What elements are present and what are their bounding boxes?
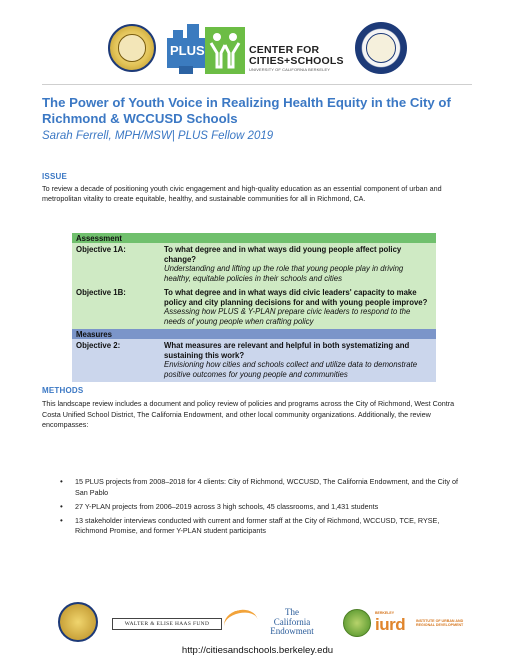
ce-line2: California — [273, 616, 311, 627]
objective-label: Objective 1B: — [76, 288, 126, 297]
list-item: • 27 Y-PLAN projects from 2006–2019 across 3 high schools, 45 classrooms, and 1,431 students — [60, 502, 460, 513]
globe-icon — [343, 609, 371, 637]
measure-row — [72, 339, 436, 382]
issue-text: To review a decade of positioning youth civic engagement and high-quality education as an essential component of urban and metropolitan vitality to create equitable, healthy, and sustainable communities for all in Richmond, CA. — [42, 184, 442, 204]
california-endowment-logo — [224, 604, 324, 648]
ce-line3: Endowment — [270, 626, 314, 636]
objective-question: To what degree and in what ways did civic leaders' capacity to make policy and city planning decisions for and with young people improve? — [164, 288, 428, 307]
iurd-logo — [343, 607, 463, 641]
iurd-subtitle: INSTITUTE OF URBAN AND REGIONAL DEVELOPMENT — [416, 619, 464, 628]
richmond-seal-logo — [108, 24, 156, 72]
center-logo-line1: CENTER FOR — [249, 44, 320, 56]
header-divider — [42, 84, 472, 85]
california-seal-logo — [58, 602, 98, 642]
methods-bullet-list — [60, 477, 460, 540]
center-logo-line3: UNIVERSITY OF CALIFORNIA BERKELEY — [249, 67, 331, 72]
yplan-logo — [205, 27, 245, 74]
document-title: The Power of Youth Voice in Realizing Health Equity in the City of Richmond & WCCUSD Schools — [42, 95, 451, 126]
measures-heading: Measures — [72, 329, 436, 339]
methods-heading: METHODS — [42, 386, 84, 395]
methods-text: This landscape review includes a document and policy review of policies and programs across the City of Richmond, West Contra Costa Unified School District, The California Endowment, and other local community organizations. Additionally, the review encompasses: — [42, 399, 455, 430]
objectives-table — [72, 233, 436, 382]
iurd-berkeley: BERKELEY — [375, 611, 395, 615]
list-item: • 15 PLUS projects from 2008–2018 for 4 clients: City of Richmond, WCCUSD, The California Endowment, and the City of San Pablo — [60, 477, 460, 498]
plus-logo-text: PLUS — [170, 43, 205, 58]
footer-url-link[interactable]: http://citiesandschools.berkeley.edu — [181, 645, 334, 656]
objective-row — [72, 286, 436, 329]
objective-question: To what degree and in what ways did young people affect policy change? — [164, 245, 402, 264]
list-item: • 13 stakeholder interviews conducted with current and former staff at the City of Richmond, WCCUSD, TCE, RYSE, Richmond Promise, and former Y-PLAN student participants — [60, 516, 460, 537]
iurd-wordmark: iurd — [375, 615, 406, 634]
objective-note: Assessing how PLUS & Y-PLAN prepare civic leaders to respond to the needs of young people when crafting policy — [164, 307, 411, 326]
issue-heading: ISSUE — [42, 172, 68, 181]
objective-label: Objective 1A: — [76, 245, 126, 254]
objective-row — [72, 243, 436, 286]
center-logo-line2: CITIES+SCHOOLS — [249, 55, 344, 67]
author-line: Sarah Ferrell, MPH/MSW| PLUS Fellow 2019 — [42, 130, 274, 142]
measure-label: Objective 2: — [76, 341, 121, 350]
objective-note: Understanding and lifting up the role that young people play in driving healthy, equitable policies in their schools and cities — [164, 264, 404, 283]
measure-note: Envisioning how cities and schools collect and utilize data to demonstrate positive outcomes for young people and communities — [164, 360, 418, 379]
wccusd-seal-logo — [355, 22, 407, 74]
center-for-cities-schools-logo — [249, 45, 349, 72]
assessment-heading: Assessment — [72, 233, 436, 243]
ce-line1: The — [285, 607, 299, 617]
people-icon — [205, 27, 245, 74]
haas-fund-logo: WALTER & ELISE HAAS FUND — [112, 618, 222, 630]
swoosh-icon — [222, 607, 261, 640]
measure-question: What measures are relevant and helpful in both systematizing and sustaining this work? — [164, 341, 410, 360]
